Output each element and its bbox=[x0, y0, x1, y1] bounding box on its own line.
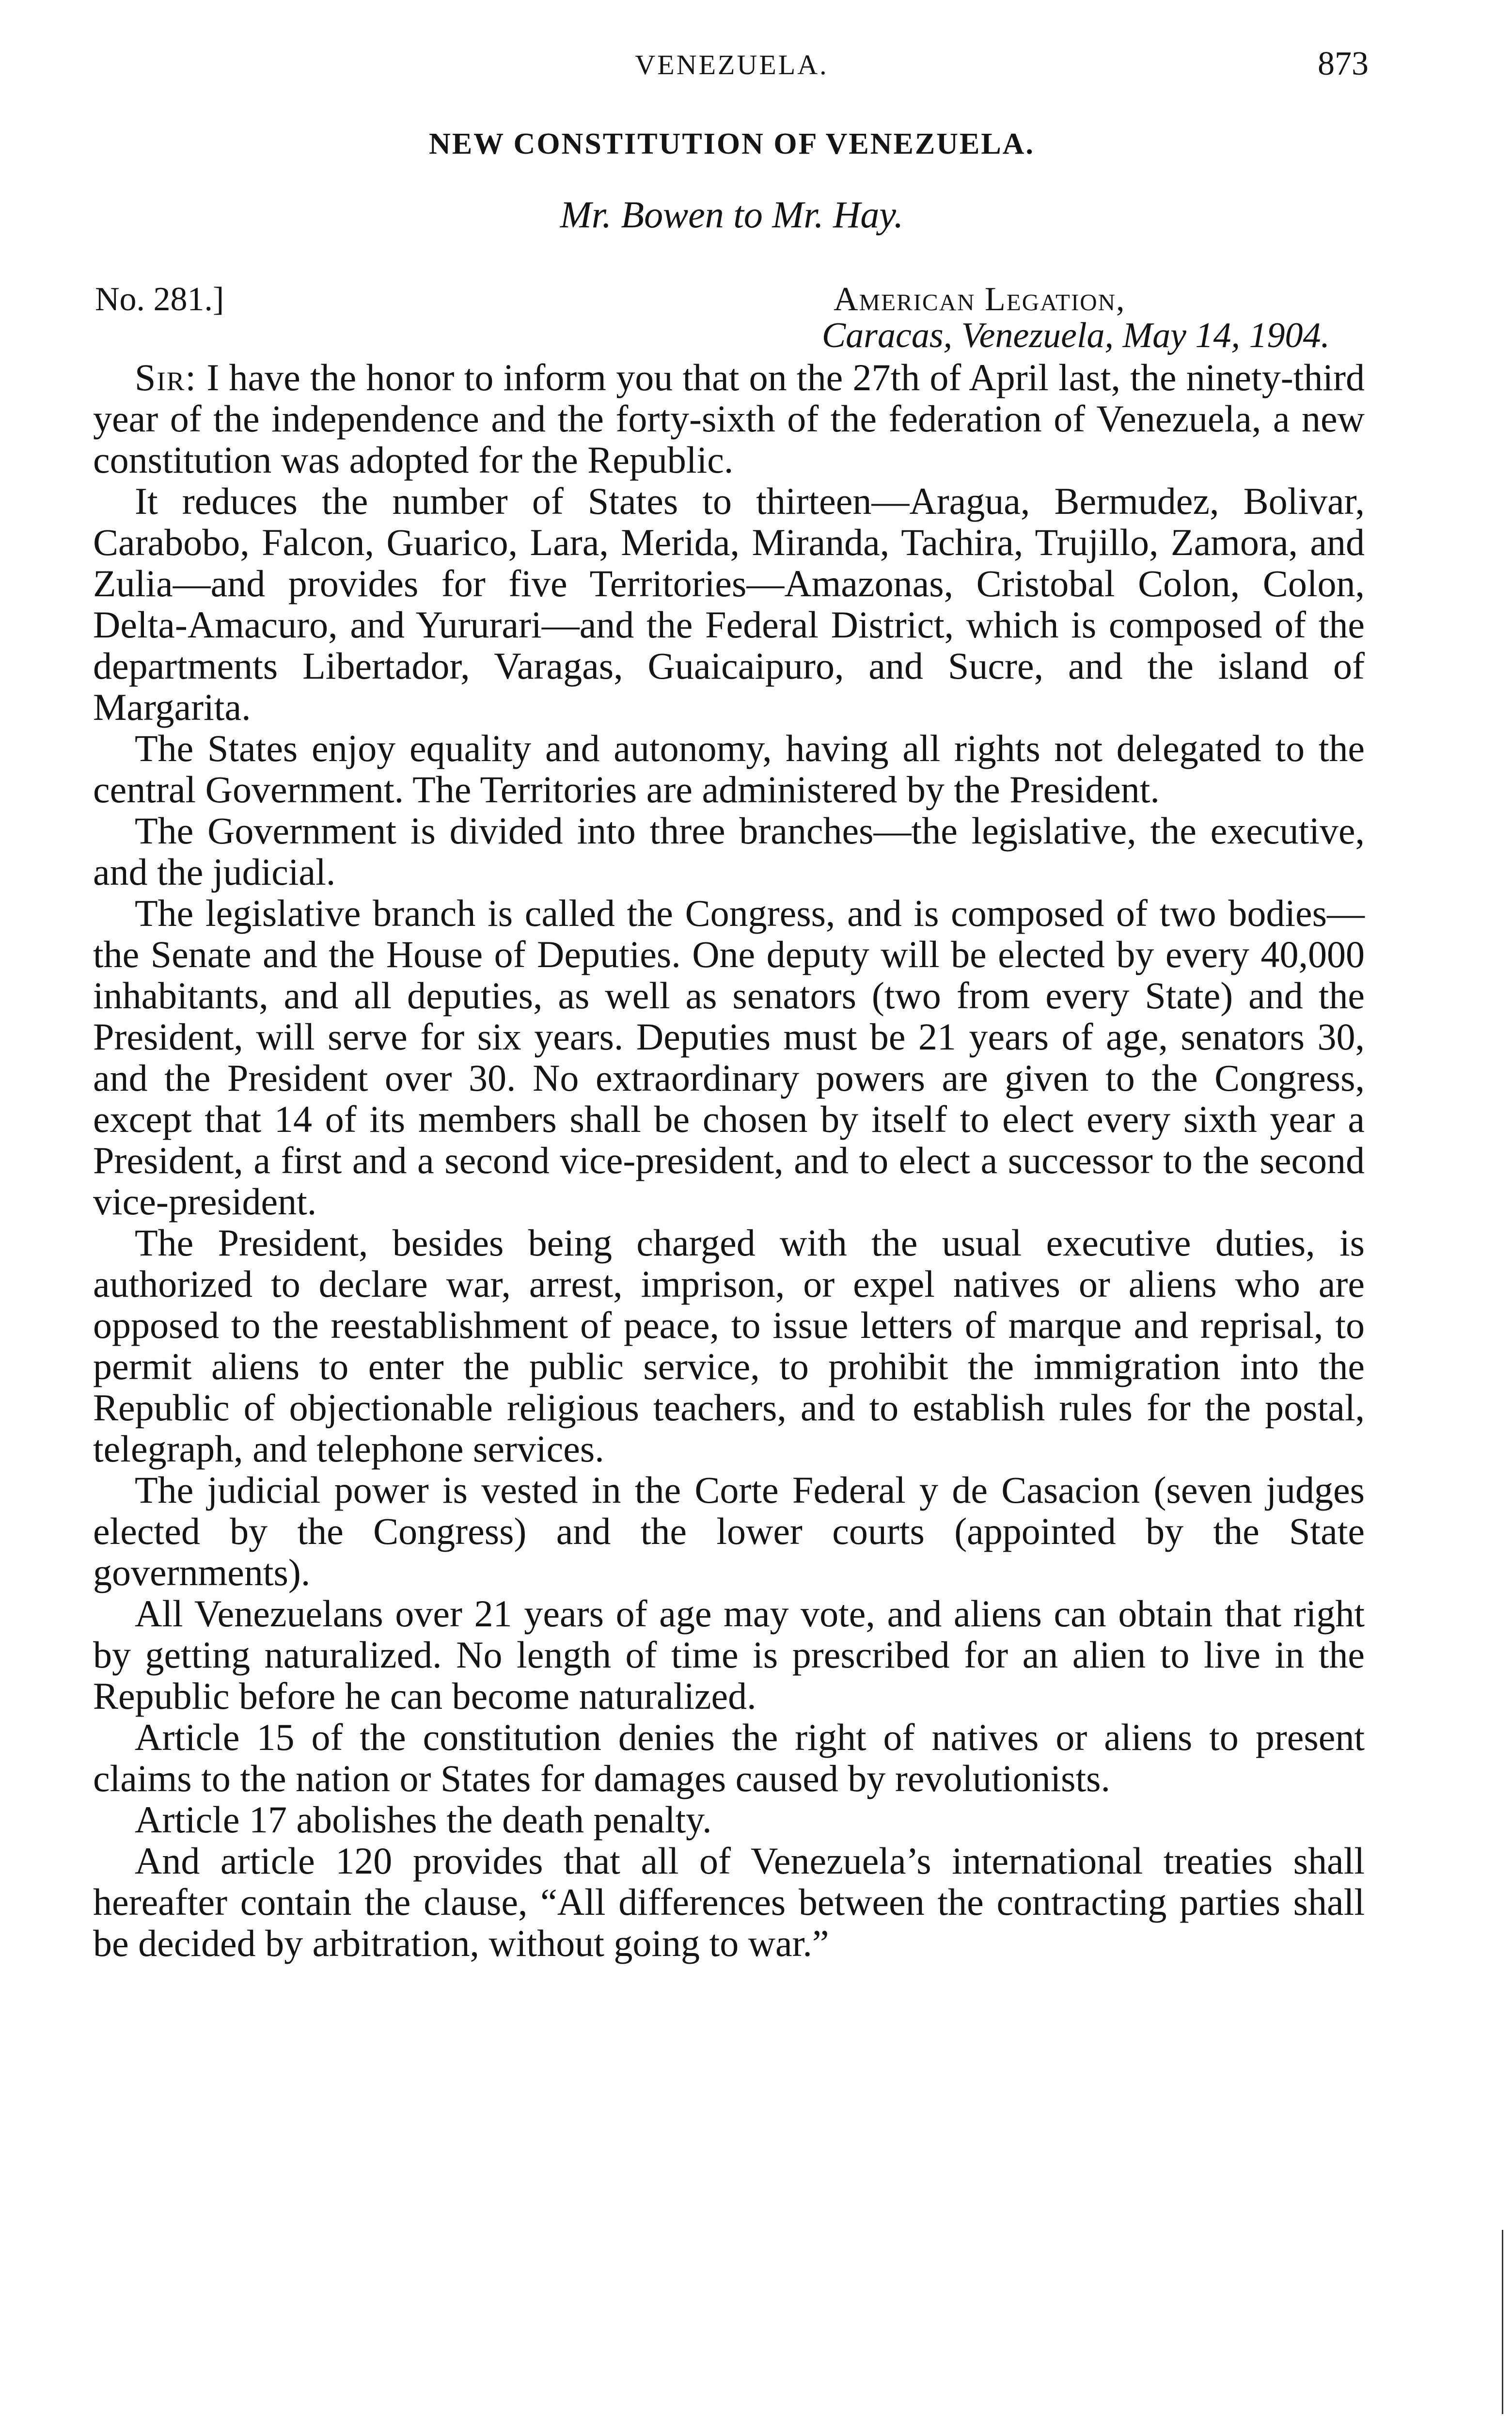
dateline: Caracas, Venezuela, May 14, 1904. bbox=[821, 316, 1330, 355]
page-edge-line bbox=[1502, 2230, 1503, 2414]
paragraph-text: I have the honor to inform you that on the 27th of April last, the ninety-third year of the independence and the forty-sixth of the federation of Venezuela, a new constitution was adopted for the Republic. bbox=[93, 356, 1365, 481]
dispatch-number: No. 281.] bbox=[95, 281, 224, 318]
legation-heading: American Legation, bbox=[834, 281, 1126, 318]
body-paragraph: All Venezuelans over 21 years of age may vote, and aliens can obtain that right by getting naturalized. No length of time is prescribed for an alien to live in the Republic before he can become naturalized. bbox=[93, 1592, 1365, 1717]
body-paragraph bbox=[93, 357, 1365, 480]
body-paragraph: Article 17 abolishes the death penalty. bbox=[135, 1798, 712, 1841]
body-paragraph: Article 15 of the constitution denies the right of natives or aliens to present claims to the nation or States for damages caused by revolutionists. bbox=[93, 1716, 1365, 1799]
salutation: Sir: bbox=[135, 356, 197, 398]
body-paragraph: The President, besides being charged with the usual executive duties, is authorized to declare war, arrest, imprison, or expel natives or aliens who are opposed to the reestablishment of peace, to issue letters of marque and reprisal, to permit aliens to enter the public service, to prohibit the immigration into the Republic of objectionable religious teachers, and to establish rules for the postal, telegraph, and telephone services. bbox=[93, 1222, 1365, 1470]
article-title: NEW CONSTITUTION OF VENEZUELA. bbox=[429, 127, 1035, 160]
body-paragraph: And article 120 provides that all of Venezuela’s international treaties shall hereafter contain the clause, “All differences between the contracting parties shall be decided by arbitration, without going to war.” bbox=[93, 1840, 1365, 1964]
body-paragraph: The legislative branch is called the Congress, and is composed of two bodies—the Senate and the House of Deputies. One deputy will be elected by every 40,000 inhabitants, and all deputies, as well as senators (two from every State) and the President, will serve for six years. Deputies must be 21 years of age, senators 30, and the President over 30. No extraordinary powers are given to the Congress, except that 14 of its members shall be chosen by itself to elect every sixth year a President, a first and a second vice-president, and to elect a successor to the second vice-president. bbox=[93, 892, 1365, 1223]
body-paragraph: It reduces the number of States to thirteen—Aragua, Bermudez, Bolivar, Carabobo, Falcon, Guarico, Lara, Merida, Miranda, Tachira, Trujillo, Zamora, and Zulia—and provides for five Territories—Amazonas, Cristobal Colon, Colon, Delta-Amacuro, and Yururari—and the Federal District, which is composed of the departments Libertador, Varagas, Guaicaipuro, and Sucre, and the island of Margarita. bbox=[93, 480, 1365, 728]
letter-body bbox=[93, 357, 1365, 1964]
running-title: VENEZUELA. bbox=[635, 49, 829, 80]
body-paragraph: The judicial power is vested in the Corte Federal y de Casacion (seven judges elected by the Congress) and the lower courts (appointed by the State governments). bbox=[93, 1469, 1365, 1593]
body-paragraph: The Government is divided into three branches—the legislative, the executive, and the judicial. bbox=[93, 810, 1365, 893]
running-head bbox=[95, 45, 1369, 83]
body-paragraph: The States enjoy equality and autonomy, having all rights not delegated to the central Government. The Territories are administered by the President. bbox=[93, 727, 1365, 811]
page-number: 873 bbox=[1318, 45, 1369, 82]
correspondence-heading: Mr. Bowen to Mr. Hay. bbox=[560, 193, 904, 236]
